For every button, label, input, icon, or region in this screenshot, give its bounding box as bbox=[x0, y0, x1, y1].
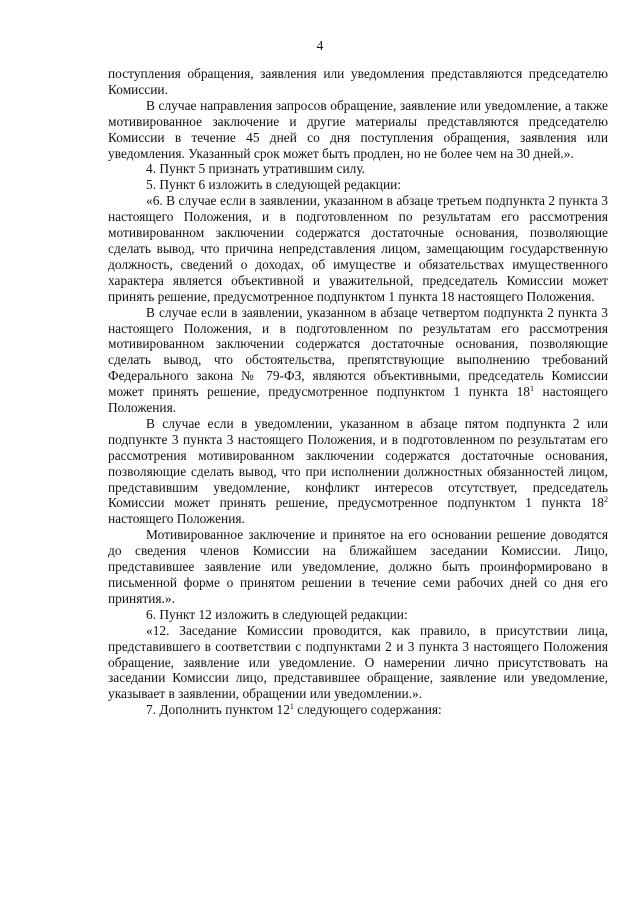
paragraph bbox=[108, 66, 608, 98]
paragraph bbox=[108, 416, 608, 527]
paragraph bbox=[108, 161, 608, 177]
paragraph-text: Мотивированное заключение и принятое на его основании решение доводятся до сведения членов Комиссии на ближайшем заседании Комиссии. Лицо, представившее заявление или уведомление, должно быть проинформировано в письменной форме о принятом решении в течение семи рабочих дней со дня его принятия.». bbox=[108, 527, 608, 606]
page-number: 4 bbox=[316, 38, 324, 53]
paragraph-text: В случае направления запросов обращение, заявление или уведомление, а также мотивированное заключение и другие материалы представляются председателю Комиссии в течение 45 дней со дня поступления обращения, заявления или уведомления. Указанный срок может быть продлен, но не более чем на 30 дней.». bbox=[108, 97, 608, 161]
document-body bbox=[108, 66, 608, 718]
paragraph-text: настоящего Положения. bbox=[108, 384, 608, 416]
paragraph-text: В случае если в уведомлении, указанном в абзаце пятом подпункта 2 или подпункте 3 пункта 3 настоящего Положения, и в подготовленном по результатам его рассмотрения мотивированном заключении содержатся достаточные основания, позволяющие сделать вывод, что при исполнении должностных обязанностей лицом, представившим уведомление, конфликт интересов отсутствует, председатель Комиссии может принять решение, предусмотренное подпунктом 1 пункта 18 bbox=[108, 415, 608, 511]
paragraph-text: 4. Пункт 5 признать утратившим силу. bbox=[146, 161, 366, 177]
paragraph-text: «12. Заседание Комиссии проводится, как правило, в присутствии лица, представившего в соответствии с подпунктами 2 и 3 пункта 3 настоящего Положения обращение, заявление или уведомление. О намерении лично присутствовать на заседании Комиссии лицо, представившее обращение, заявление или уведомление, указывает в заявлении, обращении или уведомлении.». bbox=[108, 622, 608, 702]
paragraph bbox=[108, 527, 608, 607]
paragraph-text: 5. Пункт 6 изложить в следующей редакции: bbox=[146, 177, 402, 193]
paragraph bbox=[108, 702, 608, 718]
superscript: 2 bbox=[604, 495, 608, 505]
paragraph-text: следующего содержания: bbox=[293, 702, 442, 718]
paragraph bbox=[108, 623, 608, 703]
paragraph-text: 6. Пункт 12 изложить в следующей редакции: bbox=[146, 606, 408, 622]
paragraph bbox=[108, 607, 608, 623]
paragraph-text: «6. В случае если в заявлении, указанном в абзаце третьем подпункта 2 пункта 3 настоящего Положения, и в подготовленном по результатам его рассмотрения мотивированном заключении содержатся достаточные основания, позволяющие сделать вывод, что причина непредставления лицом, замещающим государственную должность, сведений о доходах, об имуществе и обязательствах имущественного характера является объективной и уважительной, председатель Комиссии может принять решение, предусмотренное подпунктом 1 пункта 18 настоящего Положения. bbox=[108, 193, 608, 304]
superscript: 1 bbox=[289, 702, 294, 712]
paragraph-text: настоящего Положения. bbox=[108, 511, 245, 527]
paragraph-text: 7. Дополнить пунктом 12 bbox=[146, 702, 290, 718]
paragraph-text: поступления обращения, заявления или уведомления представляются председателю Комиссии. bbox=[108, 66, 608, 97]
paragraph bbox=[108, 177, 608, 193]
superscript: 1 bbox=[529, 384, 534, 394]
paragraph-text: В случае если в заявлении, указанном в абзаце четвертом подпункта 2 пункта 3 настоящего Положения, и в подготовленном по результатам его рассмотрения мотивированном заключении содержатся достаточные основания, позволяющие сделать вывод, что обстоятельства, препятствующие выполнению требований Федерального закона № 79-ФЗ, являются объективными, председатель Комиссии может принять решение, предусмотренное подпунктом 1 пункта 18 bbox=[108, 304, 608, 400]
paragraph bbox=[108, 193, 608, 304]
paragraph bbox=[108, 305, 608, 416]
paragraph bbox=[108, 98, 608, 162]
